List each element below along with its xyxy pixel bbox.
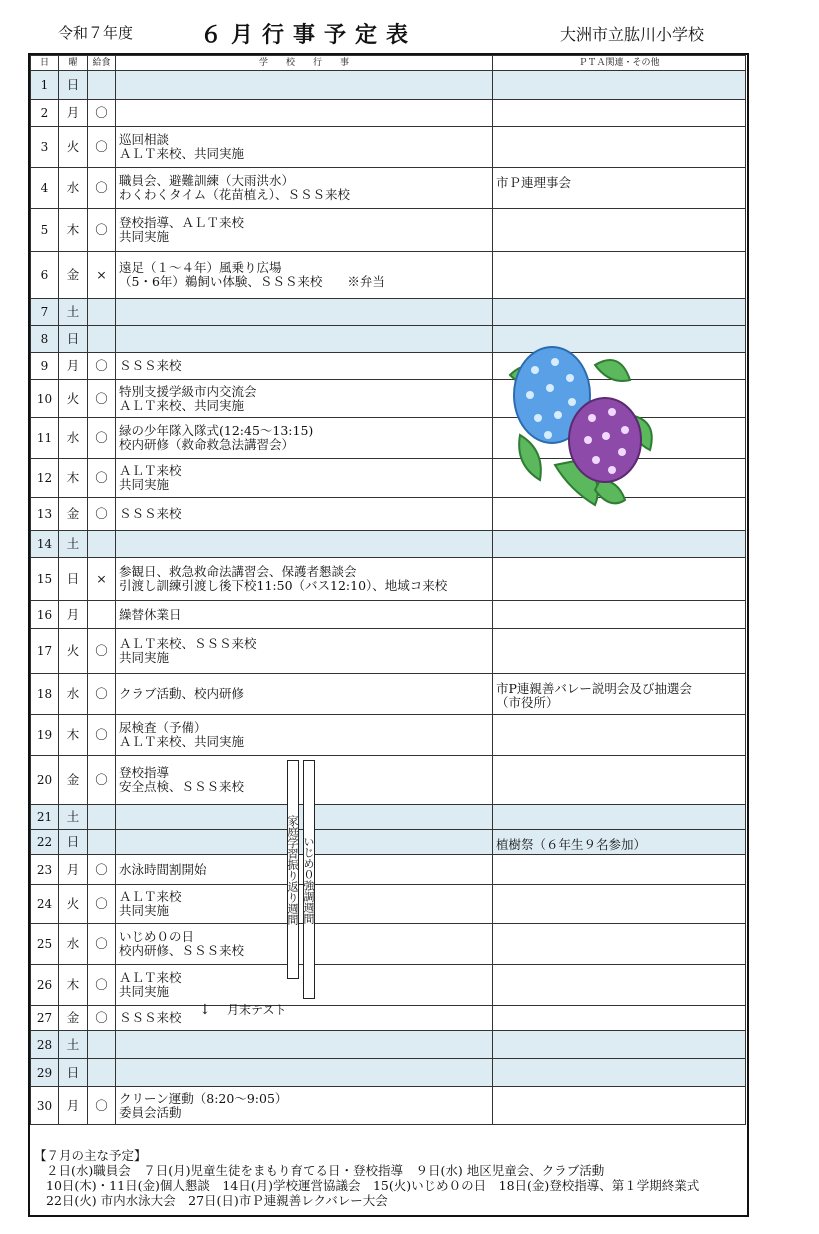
events-cell <box>116 1059 493 1087</box>
month-end-test-label: 月末テスト <box>227 1003 287 1017</box>
weekday-cell: 木 <box>59 459 88 498</box>
table-row <box>31 1031 746 1059</box>
day-cell: 12 <box>31 459 59 498</box>
weekday-cell: 月 <box>59 601 88 629</box>
day-cell: 30 <box>31 1087 59 1125</box>
event-line: いじめ０の日 <box>119 929 195 944</box>
pta-cell <box>493 168 746 209</box>
pta-line: （市役所） <box>496 695 559 710</box>
pta-cell <box>493 805 746 830</box>
event-line: 特別支援学級市内交流会 <box>119 383 257 399</box>
weekday-cell: 土 <box>59 1031 88 1059</box>
weekday-cell: 水 <box>59 168 88 209</box>
lunch-cell: × <box>88 252 116 299</box>
july-line: 10日(木)・11日(金)個人懇談 14日(月)学校運営協議会 15(火)いじめ０の日 18日(金)登校指導、第１学期終業式 <box>46 1178 700 1193</box>
weekday-cell: 火 <box>59 380 88 418</box>
pta-cell <box>493 601 746 629</box>
lunch-cell <box>88 1031 116 1059</box>
pta-cell <box>493 885 746 924</box>
weekday-cell: 土 <box>59 531 88 558</box>
day-cell: 10 <box>31 380 59 418</box>
day-cell: 4 <box>31 168 59 209</box>
lunch-cell: 〇 <box>88 459 116 498</box>
event-line: ＳＳＳ来校 <box>119 358 182 373</box>
table-row <box>31 71 746 100</box>
lunch-cell: 〇 <box>88 418 116 459</box>
event-line: 安全点検、ＳＳＳ来校 <box>119 779 245 794</box>
lunch-cell: 〇 <box>88 756 116 805</box>
event-line: クリーン運動（8:20～9:05） <box>119 1090 288 1106</box>
events-cell <box>116 1031 493 1059</box>
day-cell: 9 <box>31 353 59 380</box>
lunch-cell: 〇 <box>88 209 116 252</box>
day-cell: 16 <box>31 601 59 629</box>
weekday-cell: 金 <box>59 756 88 805</box>
weekday-cell: 土 <box>59 299 88 326</box>
day-cell: 22 <box>31 830 59 855</box>
event-line: 繰替休業日 <box>119 606 182 622</box>
weekday-cell: 金 <box>59 252 88 299</box>
school-name: 大洲市立肱川小学校 <box>560 25 705 44</box>
pta-cell <box>493 924 746 965</box>
lunch-cell <box>88 326 116 353</box>
lunch-cell: 〇 <box>88 127 116 168</box>
event-line: 校内研修、ＳＳＳ来校 <box>119 943 245 958</box>
lunch-cell: 〇 <box>88 924 116 965</box>
pta-cell <box>493 1059 746 1087</box>
event-line: 参観日、救急救命法講習会、保護者懇談会 <box>119 564 357 579</box>
anti-bullying-week-note: いじめ０強調週間 <box>303 760 315 999</box>
table-row <box>31 1087 746 1125</box>
events-cell <box>116 1087 493 1125</box>
pta-cell <box>493 629 746 674</box>
pta-cell <box>493 127 746 168</box>
event-line: 緑の少年隊入隊式(12:45～13:15) <box>119 423 314 438</box>
day-cell: 21 <box>31 805 59 830</box>
weekday-cell: 日 <box>59 326 88 353</box>
event-line: ＡＬＴ来校 <box>119 970 182 985</box>
july-line: ２日(水)職員会 ７日(月)児童生徒をまもり育てる日・登校指導 ９日(水) 地区児童会、クラブ活動 <box>46 1163 605 1178</box>
lunch-cell <box>88 1059 116 1087</box>
table-row <box>31 756 746 805</box>
events-cell <box>116 459 493 498</box>
pta-cell <box>493 299 746 326</box>
events-cell <box>116 71 493 100</box>
event-line: 共同実施 <box>119 229 170 244</box>
event-line: 登校指導 <box>119 765 170 780</box>
table-row <box>31 1006 746 1031</box>
col-day: 日 <box>31 56 59 71</box>
event-line: 遠足（１～４年）風乗り広場 <box>119 260 282 275</box>
day-cell: 14 <box>31 531 59 558</box>
table-row <box>31 100 746 127</box>
event-line: ＡＬＴ来校、共同実施 <box>119 397 245 413</box>
events-cell <box>116 209 493 252</box>
day-cell: 1 <box>31 71 59 100</box>
lunch-cell <box>88 299 116 326</box>
day-cell: 5 <box>31 209 59 252</box>
events-cell <box>116 127 493 168</box>
weekday-cell: 木 <box>59 715 88 756</box>
table-row <box>31 805 746 830</box>
lunch-cell: 〇 <box>88 100 116 127</box>
pta-cell <box>493 1006 746 1031</box>
pta-cell <box>493 209 746 252</box>
event-line: ＳＳＳ来校 <box>119 1010 182 1025</box>
events-cell <box>116 629 493 674</box>
pta-cell <box>493 558 746 601</box>
col-weekday: 曜 <box>59 56 88 71</box>
event-line: 共同実施 <box>119 477 170 492</box>
events-cell <box>116 1002 493 1031</box>
weekday-cell: 火 <box>59 885 88 924</box>
lunch-cell <box>88 830 116 855</box>
event-line: 職員会、避難訓練（大雨洪水） <box>119 173 295 188</box>
weekday-cell: 月 <box>59 353 88 380</box>
weekday-cell: 金 <box>59 498 88 531</box>
day-cell: 24 <box>31 885 59 924</box>
pta-cell <box>493 756 746 805</box>
event-line: 巡回相談 <box>119 132 170 147</box>
col-school-events: 学 校 行 事 <box>116 56 493 71</box>
day-cell: 29 <box>31 1059 59 1087</box>
event-line: 校内研修（救命救急法講習会） <box>119 437 295 452</box>
event-line: 引渡し訓練引渡し後下校11:50（バス12:10）、地域コ来校 <box>119 578 448 593</box>
pta-cell <box>493 715 746 756</box>
events-cell <box>116 601 493 629</box>
event-line: 水泳時間割開始 <box>119 861 207 877</box>
page-title: ６月行事予定表 <box>200 22 418 48</box>
event-line: ＡＬＴ来校 <box>119 889 182 904</box>
weekday-cell: 日 <box>59 558 88 601</box>
event-line: ＡＬＴ来校、共同実施 <box>119 146 245 161</box>
pta-cell <box>493 252 746 299</box>
day-cell: 25 <box>31 924 59 965</box>
pta-cell <box>493 855 746 885</box>
lunch-cell <box>88 805 116 830</box>
event-line: 共同実施 <box>119 650 170 665</box>
july-line: 22日(火) 市内水泳大会 27日(日)市Ｐ連親善レクバレー大会 <box>46 1193 388 1208</box>
event-line: 共同実施 <box>119 984 170 999</box>
events-cell <box>116 299 493 326</box>
table-row <box>31 715 746 756</box>
event-line: （5・6年）鵜飼い体験、ＳＳＳ来校 ※弁当 <box>119 274 385 289</box>
events-cell <box>116 558 493 601</box>
lunch-cell: 〇 <box>88 498 116 531</box>
weekday-cell: 月 <box>59 1087 88 1125</box>
day-cell: 13 <box>31 498 59 531</box>
events-cell <box>116 498 493 531</box>
fiscal-year: 令和７年度 <box>58 24 134 42</box>
weekday-cell: 日 <box>59 1059 88 1087</box>
pta-cell <box>493 100 746 127</box>
table-row <box>31 209 746 252</box>
weekday-cell: 日 <box>59 71 88 100</box>
table-row <box>31 127 746 168</box>
lunch-cell: 〇 <box>88 1006 116 1031</box>
weekday-cell: 金 <box>59 1006 88 1031</box>
pta-cell <box>493 965 746 1006</box>
pta-cell <box>493 1031 746 1059</box>
day-cell: 18 <box>31 674 59 715</box>
event-line: クラブ活動、校内研修 <box>119 686 245 701</box>
events-cell <box>116 715 493 756</box>
events-cell <box>116 326 493 353</box>
pta-cell <box>493 674 746 715</box>
weekday-cell: 火 <box>59 629 88 674</box>
weekday-cell: 土 <box>59 805 88 830</box>
weekday-cell: 月 <box>59 855 88 885</box>
day-cell: 3 <box>31 127 59 168</box>
events-cell <box>116 531 493 558</box>
day-cell: 6 <box>31 252 59 299</box>
weekday-cell: 木 <box>59 209 88 252</box>
pta-cell <box>493 1087 746 1125</box>
purple-hydrangea-icon <box>569 398 641 482</box>
event-line: ＡＬＴ来校、共同実施 <box>119 734 245 749</box>
lunch-cell: 〇 <box>88 353 116 380</box>
lunch-cell <box>88 71 116 100</box>
events-cell <box>116 100 493 127</box>
lunch-cell: 〇 <box>88 855 116 885</box>
event-line: ＳＳＳ来校 <box>119 506 182 521</box>
lunch-cell: 〇 <box>88 168 116 209</box>
weekday-cell: 日 <box>59 830 88 855</box>
event-line: わくわくタイム（花苗植え）、ＳＳＳ来校 <box>119 187 351 202</box>
pta-cell <box>493 531 746 558</box>
pta-line: 市P連親善バレー説明会及び抽選会 <box>496 681 692 696</box>
events-cell <box>116 168 493 209</box>
hydrangea-illustration <box>500 340 660 515</box>
event-line: ＡＬＴ来校 <box>119 463 182 478</box>
pta-cell <box>493 830 746 855</box>
table-row <box>31 1059 746 1087</box>
pta-line: 市Ｐ連理事会 <box>496 175 572 190</box>
table-row <box>31 855 746 885</box>
weekday-cell: 木 <box>59 965 88 1006</box>
lunch-cell: 〇 <box>88 715 116 756</box>
day-cell: 7 <box>31 299 59 326</box>
pta-cell <box>493 71 746 100</box>
event-line: 尿検査（予備） <box>119 720 207 735</box>
schedule-table <box>30 55 746 1125</box>
day-cell: 23 <box>31 855 59 885</box>
lunch-cell: 〇 <box>88 1087 116 1125</box>
lunch-cell <box>88 531 116 558</box>
table-row <box>31 924 746 965</box>
events-cell <box>116 380 493 418</box>
lunch-cell: 〇 <box>88 629 116 674</box>
july-heading: 【７月の主な予定】 <box>34 1148 147 1163</box>
day-cell: 26 <box>31 965 59 1006</box>
down-arrow-icon: ↓ <box>199 1002 211 1018</box>
day-cell: 20 <box>31 756 59 805</box>
events-cell <box>116 418 493 459</box>
day-cell: 15 <box>31 558 59 601</box>
july-schedule <box>30 1146 743 1210</box>
pta-line: 植樹祭（６年生９名参加） <box>496 837 647 852</box>
weekday-cell: 水 <box>59 674 88 715</box>
day-cell: 19 <box>31 715 59 756</box>
event-line: ＡＬＴ来校、ＳＳＳ来校 <box>119 636 257 651</box>
day-cell: 27 <box>31 1006 59 1031</box>
events-cell <box>116 353 493 380</box>
table-header <box>31 56 746 71</box>
table-row <box>31 830 746 855</box>
day-cell: 2 <box>31 100 59 127</box>
weekday-cell: 火 <box>59 127 88 168</box>
table-row <box>31 531 746 558</box>
lunch-cell: 〇 <box>88 380 116 418</box>
lunch-cell: 〇 <box>88 674 116 715</box>
events-cell <box>116 252 493 299</box>
lunch-cell: 〇 <box>88 885 116 924</box>
event-line: 登校指導、ＡＬＴ来校 <box>119 215 245 230</box>
event-line: 共同実施 <box>119 903 170 918</box>
table-row <box>31 299 746 326</box>
col-lunch: 給食 <box>88 56 116 71</box>
home-study-week-note: 家庭学習振り返り週間 <box>287 760 299 979</box>
day-cell: 8 <box>31 326 59 353</box>
weekday-cell: 水 <box>59 418 88 459</box>
day-cell: 11 <box>31 418 59 459</box>
event-line: 委員会活動 <box>119 1104 182 1120</box>
lunch-cell: 〇 <box>88 965 116 1006</box>
table-row <box>31 558 746 601</box>
table-row <box>31 601 746 629</box>
table-row <box>31 674 746 715</box>
lunch-cell <box>88 601 116 629</box>
table-row <box>31 252 746 299</box>
events-cell <box>116 674 493 715</box>
day-cell: 17 <box>31 629 59 674</box>
weekday-cell: 月 <box>59 100 88 127</box>
day-cell: 28 <box>31 1031 59 1059</box>
col-pta: ＰＴＡ関連・その他 <box>493 56 746 71</box>
table-row <box>31 168 746 209</box>
table-row <box>31 629 746 674</box>
weekday-cell: 水 <box>59 924 88 965</box>
lunch-cell: × <box>88 558 116 601</box>
table-row <box>31 885 746 924</box>
table-row <box>31 965 746 1006</box>
